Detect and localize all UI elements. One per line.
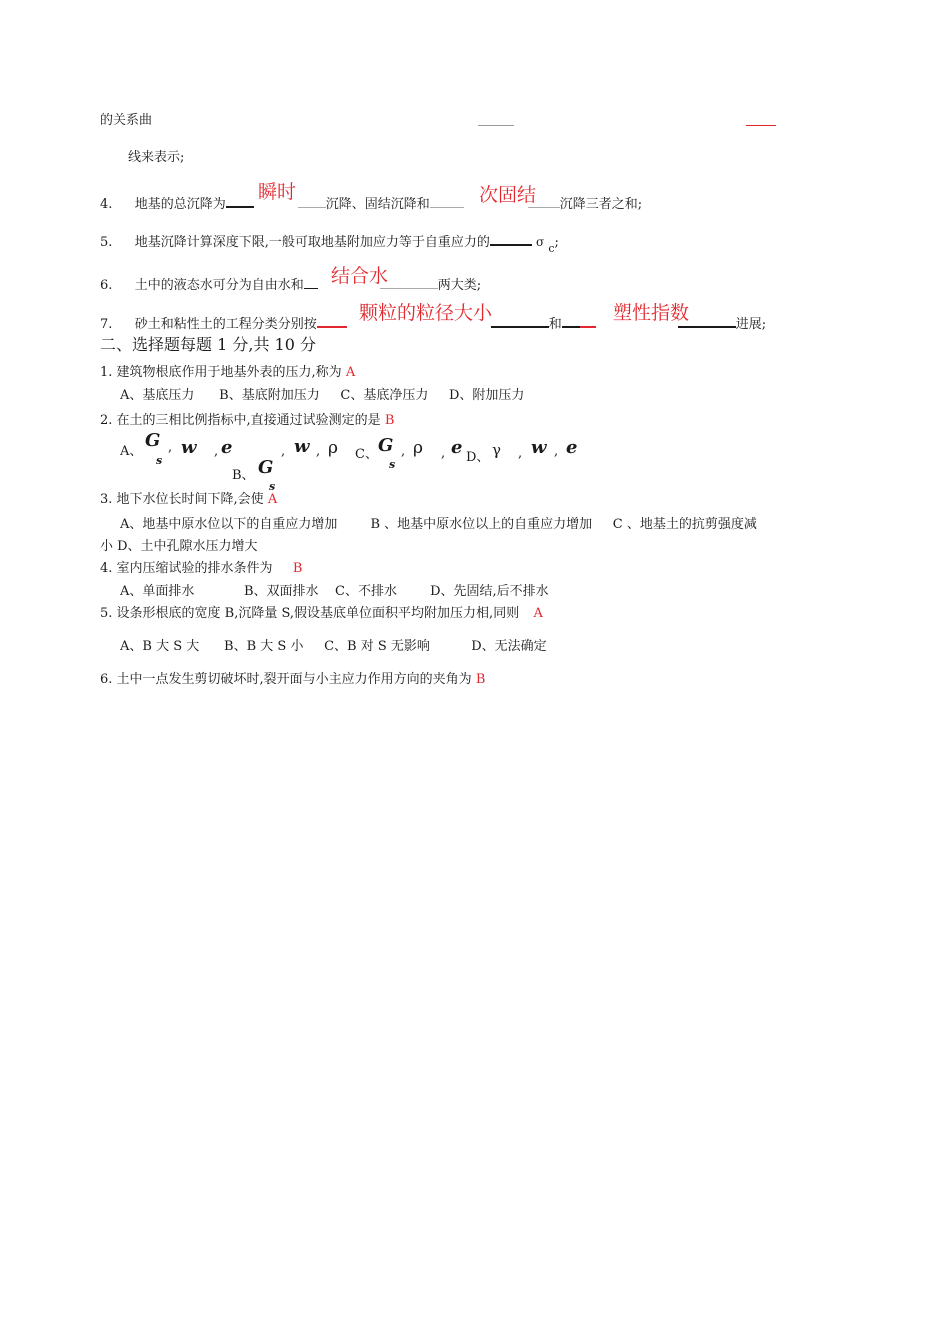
mc-question-1 xyxy=(100,365,355,381)
section-title-multiple-choice: 二、选择题每题 1 分,共 10 分 xyxy=(100,335,316,354)
question-text: 2. 在土的三相比例指标中,直接通过试验测定的是 xyxy=(100,413,381,428)
question-text: 两大类; xyxy=(437,278,482,293)
fill-question-5 xyxy=(100,232,559,255)
fill-question-6 xyxy=(100,276,481,294)
symbol-gamma: γ xyxy=(492,441,501,459)
answer-letter: A xyxy=(267,492,278,507)
mc-options-4: A、单面排水 B、双面排水 C、不排水 D、先固结,后不排水 xyxy=(120,584,549,599)
mc-question-6 xyxy=(100,672,485,688)
symbol-w: w xyxy=(531,437,547,458)
mc-options-5: A、B 大 S 大 B、B 大 S 小 C、B 对 S 无影响 D、无法确定 xyxy=(120,639,547,654)
answer-instant: 瞬时 xyxy=(258,181,297,203)
answer-bound-water: 结合水 xyxy=(331,265,389,287)
comma: , xyxy=(214,444,219,459)
mc-options-1: A、基底压力 B、基底附加压力 C、基底净压力 D、附加压力 xyxy=(120,388,525,403)
sigma-symbol: σ xyxy=(535,235,545,249)
symbol-s-subscript: s xyxy=(389,458,396,471)
question-text: 地基的总沉降为 xyxy=(134,197,226,212)
option-c-label: C、 xyxy=(355,447,378,462)
answer-blank xyxy=(304,276,318,289)
symbol-w: w xyxy=(181,437,197,458)
question-text: 沉降三者之和; xyxy=(559,197,643,212)
answer-secondary-consolidation: 次固结 xyxy=(479,184,537,206)
comma: , xyxy=(316,444,321,459)
symbol-G: G xyxy=(258,457,274,478)
symbol-rho: ρ xyxy=(413,438,423,458)
question-text: 地基沉降计算深度下限,一般可取地基附加应力等于自重应力的 xyxy=(134,235,490,250)
comma: , xyxy=(401,444,406,459)
blank-line-2 xyxy=(746,113,776,131)
question-number: 6. xyxy=(100,278,113,293)
symbol-w: w xyxy=(294,436,310,457)
comma: , xyxy=(518,446,523,461)
question-text: 3. 地下水位长时间下降,会使 xyxy=(100,492,264,507)
question-number: 4. xyxy=(100,197,113,212)
answer-letter: B xyxy=(475,672,486,687)
symbol-e: e xyxy=(566,437,578,458)
option-a-label: A、 xyxy=(120,444,143,459)
symbol-s-subscript: s xyxy=(269,480,276,493)
question-text: 1. 建筑物根底作用于地基外表的压力,称为 xyxy=(100,365,342,380)
symbol-e: e xyxy=(451,437,463,458)
symbol-s-subscript: s xyxy=(156,454,163,467)
mc-question-4 xyxy=(100,561,302,577)
answer-blank xyxy=(490,232,532,246)
fill-question-4 xyxy=(100,194,642,213)
option-b-label: B、 xyxy=(232,468,255,483)
answer-particle-size: 颗粒的粒径大小 xyxy=(359,302,493,324)
line-curve-continuation xyxy=(128,150,184,166)
comma: , xyxy=(281,444,286,459)
question-text: 和 xyxy=(548,317,562,332)
mc-options-3-line2: 小 D、土中孔隙水压力增大 xyxy=(100,539,258,554)
symbol-e: e xyxy=(221,437,233,458)
question-number: 7. xyxy=(100,317,113,332)
question-text: 沉降、固结沉降和 xyxy=(325,197,430,212)
comma: , xyxy=(168,440,173,455)
mc-options-3-line1: A、地基中原水位以下的自重应力增加 B 、地基中原水位以上的自重应力增加 C 、地基土的抗剪强度减 xyxy=(120,517,757,532)
text-fragment: 线来表示; xyxy=(128,150,185,165)
symbol-G: G xyxy=(145,430,161,451)
punctuation: ; xyxy=(554,235,559,250)
question-text: 6. 土中一点发生剪切破坏时,裂开面与小主应力作用方向的夹角为 xyxy=(100,672,472,687)
answer-letter: A xyxy=(533,606,543,621)
answer-letter: B xyxy=(292,561,303,576)
question-text: 土中的液态水可分为自由水和 xyxy=(134,278,304,293)
answer-plasticity-index: 塑性指数 xyxy=(613,302,690,324)
answer-letter: A xyxy=(345,365,356,380)
subscript-c: c xyxy=(548,242,555,255)
answer-letter: B xyxy=(384,413,395,428)
answer-blank xyxy=(317,314,347,328)
mc-question-3 xyxy=(100,492,277,508)
mc-question-5 xyxy=(100,606,543,622)
mc-question-2 xyxy=(100,413,394,429)
question-text: 4. 室内压缩试验的排水条件为 xyxy=(100,561,273,576)
question-text: 砂土和粘性土的工程分类分别按 xyxy=(134,317,317,332)
option-d-label: D、 xyxy=(466,450,490,465)
symbol-G: G xyxy=(378,435,394,456)
comma: , xyxy=(554,444,559,459)
blank-line-1 xyxy=(478,113,514,131)
comma: , xyxy=(441,446,446,461)
line-curve-fragment xyxy=(100,113,152,129)
question-text: 进展; xyxy=(735,317,767,332)
question-number: 5. xyxy=(100,235,113,250)
answer-blank xyxy=(226,194,254,208)
question-text: 5. 设条形根底的宽度 B,沉降量 S,假设基底单位面积平均附加压力相,同则 xyxy=(100,606,520,621)
symbol-rho: ρ xyxy=(328,438,338,458)
text-fragment: 的关系曲 xyxy=(100,113,153,128)
